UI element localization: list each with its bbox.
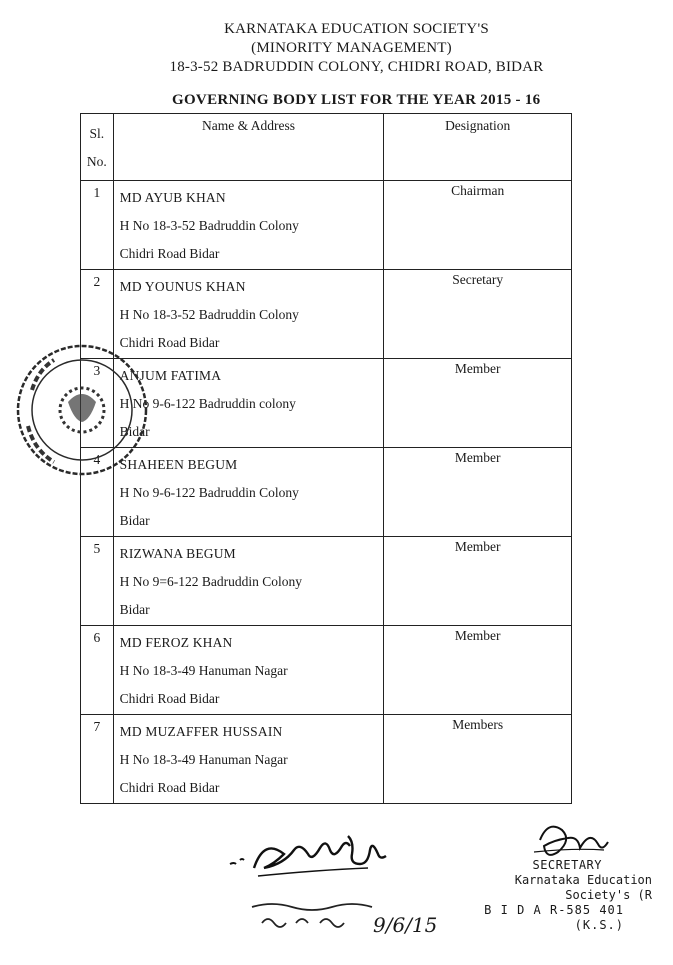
table-row	[81, 537, 572, 626]
row-designation: Chairman	[384, 181, 572, 270]
table-row	[81, 181, 572, 270]
member-address-line1: H No 9-6-122 Badruddin Colony	[119, 485, 299, 500]
document-header	[0, 20, 673, 77]
member-address-line1: H No 18-3-49 Hanuman Nagar	[119, 663, 288, 678]
row-designation: Member	[384, 626, 572, 715]
row-sl: 4	[81, 448, 114, 537]
row-sl: 7	[81, 715, 114, 804]
row-designation: Member	[384, 359, 572, 448]
member-address-line2: Bidar	[119, 602, 150, 617]
row-designation: Member	[384, 537, 572, 626]
member-name: RIZWANA BEGUM	[119, 546, 236, 561]
member-name: MD FEROZ KHAN	[119, 635, 233, 650]
row-name-address	[113, 626, 384, 715]
member-address-line2: Chidri Road Bidar	[119, 246, 220, 261]
member-address-line1: H No 9=6-122 Badruddin Colony	[119, 574, 303, 589]
member-address-line2: Chidri Road Bidar	[119, 780, 220, 795]
round-seal-stamp-icon	[10, 330, 150, 495]
row-name-address	[113, 270, 384, 359]
society-address: 18-3-52 BADRUDDIN COLONY, CHIDRI ROAD, BIDAR	[169, 59, 544, 75]
member-address-line2: Bidar	[119, 513, 150, 528]
member-address-line1: H No 18-3-52 Badruddin Colony	[119, 307, 299, 322]
row-name-address	[113, 715, 384, 804]
header-sl-no: Sl. No.	[81, 114, 114, 181]
member-name: MD AYUB KHAN	[119, 190, 226, 205]
member-address-line1: H No 18-3-49 Hanuman Nagar	[119, 752, 288, 767]
row-name-address	[113, 359, 384, 448]
member-address-line2: Bidar	[119, 424, 150, 439]
secretary-title: SECRETARY	[532, 858, 602, 872]
table-row	[81, 626, 572, 715]
secretary-seal-block	[452, 858, 652, 933]
member-name: SHAHEEN BEGUM	[119, 457, 238, 472]
member-name: MD YOUNUS KHAN	[119, 279, 246, 294]
row-sl: 5	[81, 537, 114, 626]
row-designation: Secretary	[384, 270, 572, 359]
table-row	[81, 270, 572, 359]
society-name: KARNATAKA EDUCATION SOCIETY'S	[224, 21, 489, 37]
row-sl: 1	[81, 181, 114, 270]
governing-body-table	[80, 113, 572, 804]
table-header-row	[81, 114, 572, 181]
member-name: MD MUZAFFER HUSSAIN	[119, 724, 283, 739]
row-name-address	[113, 537, 384, 626]
header-name-address: Name & Address	[113, 114, 384, 181]
row-sl: 3	[81, 359, 114, 448]
header-designation: Designation	[384, 114, 572, 181]
secretary-organization: Karnataka Education Society's (R	[514, 873, 652, 902]
row-sl: 6	[81, 626, 114, 715]
row-designation: Member	[384, 448, 572, 537]
member-name: ANJUM FATIMA	[119, 368, 222, 383]
member-address-line1: H No 9-6-122 Badruddin colony	[119, 396, 296, 411]
row-name-address	[113, 181, 384, 270]
table-row	[81, 715, 572, 804]
table-row	[81, 359, 572, 448]
row-designation: Members	[384, 715, 572, 804]
member-address-line2: Chidri Road Bidar	[119, 691, 220, 706]
list-title: GOVERNING BODY LIST FOR THE YEAR 2015 - 16	[172, 92, 541, 108]
member-address-line1: H No 18-3-52 Badruddin Colony	[119, 218, 299, 233]
secretary-place: B I D A R-585 401 (K.S.)	[484, 903, 624, 932]
table-row	[81, 448, 572, 537]
handwritten-signature-icon	[228, 824, 398, 889]
row-name-address	[113, 448, 384, 537]
management-type: (MINORITY MANAGEMENT)	[251, 40, 452, 56]
row-sl: 2	[81, 270, 114, 359]
member-address-line2: Chidri Road Bidar	[119, 335, 220, 350]
